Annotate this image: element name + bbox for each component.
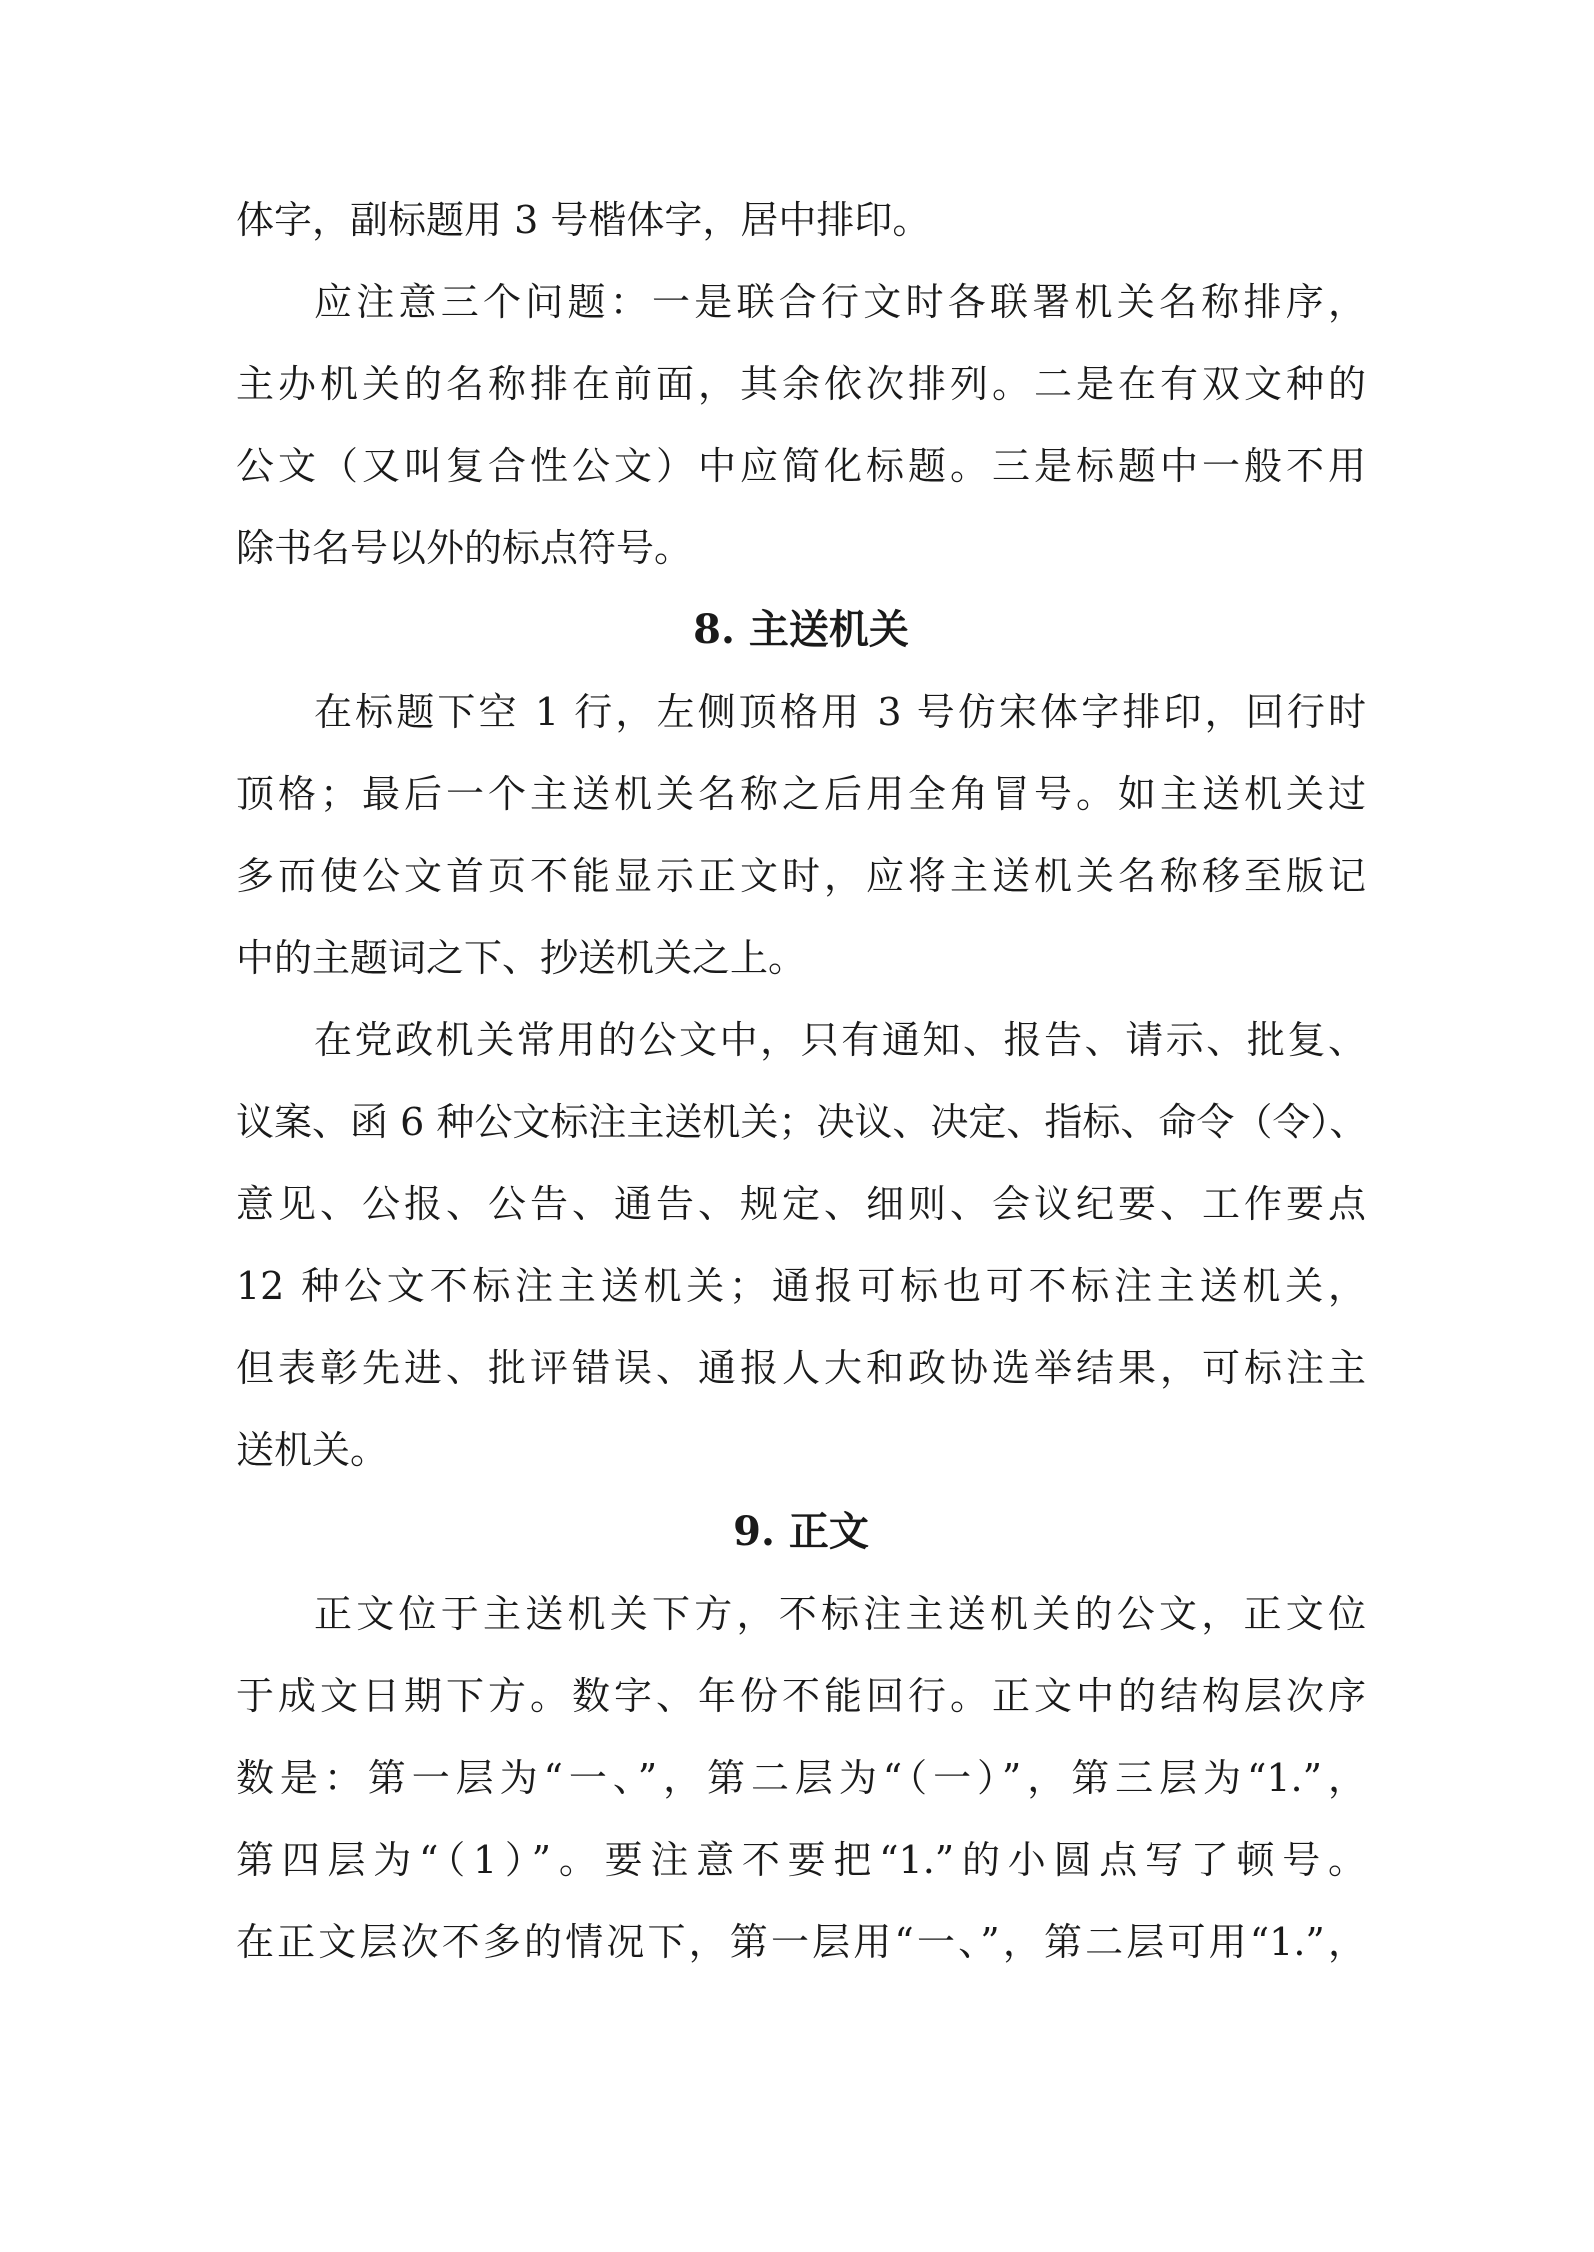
paragraph-line: 主办机关的名称排在前面，其余依次排列。二是在有双文种的 [236,362,1366,406]
section-heading: 9. 正文 [733,1508,869,1555]
paragraph-line: 在正文层次不多的情况下，第一层用“一、”，第二层可用“1.”， [236,1920,1366,1964]
paragraph-line: 但表彰先进、批评错误、通报人大和政协选举结果，可标注主 [236,1346,1366,1390]
paragraph-line: 第四层为“（1）”。要注意不要把“1.”的小圆点写了顿号。 [236,1838,1366,1882]
paragraph-line: 送机关。 [236,1428,389,1472]
section-heading: 8. 主送机关 [693,606,909,653]
paragraph-first-line: 在党政机关常用的公文中，只有通知、报告、请示、批复、 [314,1018,1366,1062]
paragraph-line: 公文（又叫复合性公文）中应简化标题。三是标题中一般不用 [236,444,1366,488]
paragraph-first-line: 正文位于主送机关下方，不标注主送机关的公文，正文位 [314,1592,1366,1636]
paragraph-line: 数是：第一层为“一、”，第二层为“（一）”，第三层为“1.”， [236,1756,1366,1800]
paragraph-line: 议案、函 6 种公文标注主送机关；决议、决定、指标、命令（令）、 [236,1100,1368,1144]
paragraph-first-line: 在标题下空 1 行，左侧顶格用 3 号仿宋体字排印，回行时 [314,690,1366,734]
paragraph-line: 12 种公文不标注主送机关；通报可标也可不标注主送机关， [236,1264,1366,1308]
paragraph-line: 顶格；最后一个主送机关名称之后用全角冒号。如主送机关过 [236,772,1366,816]
paragraph-first-line: 应注意三个问题：一是联合行文时各联署机关名称排序， [314,280,1366,324]
paragraph-line: 意见、公报、公告、通告、规定、细则、会议纪要、工作要点 [236,1182,1366,1226]
paragraph-line: 于成文日期下方。数字、年份不能回行。正文中的结构层次序 [236,1674,1366,1718]
paragraph-line: 除书名号以外的标点符号。 [236,526,693,570]
document-body [236,200,1366,2004]
paragraph-line: 中的主题词之下、抄送机关之上。 [236,936,807,980]
paragraph-line: 体字，副标题用 3 号楷体字，居中排印。 [236,198,931,242]
paragraph-line: 多而使公文首页不能显示正文时，应将主送机关名称移至版记 [236,854,1366,898]
